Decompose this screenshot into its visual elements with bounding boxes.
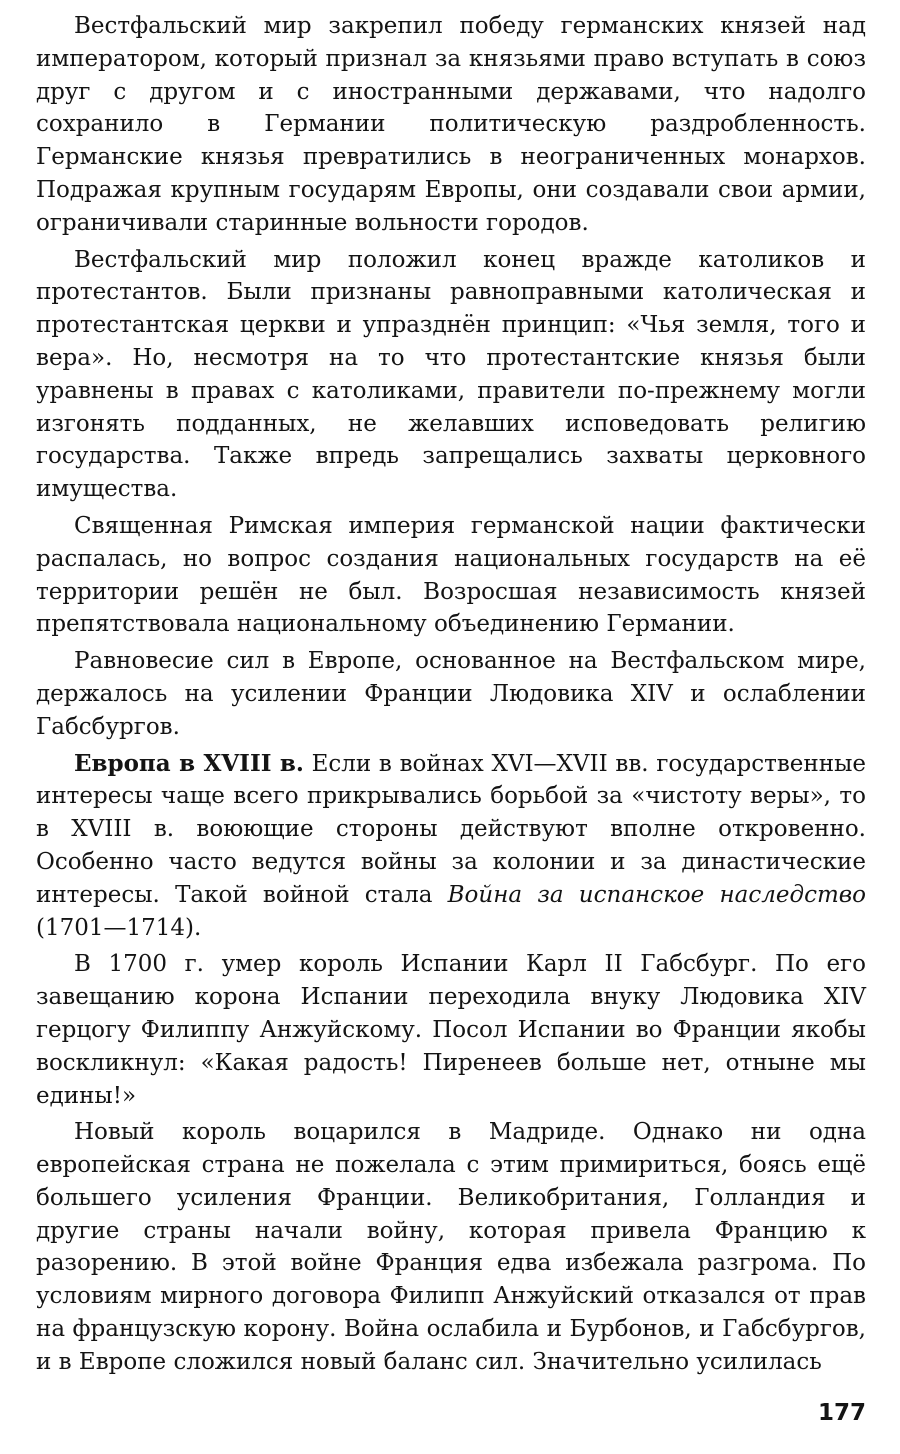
term-spanish-succession-war: Война за испанское наследство	[447, 881, 866, 908]
paragraph-new-king-madrid: Новый король воцарился в Мадриде. Однако ни одна европейская страна не пожелала с этим примириться, боясь ещё большего усиления Франции. Великобритания, Голландия и другие страны начали войну, которая привела Францию к разорению. В этой войне Франция едва избежала разгрома. По условиям мирного договора Филипп Анжуйский отказался от прав на французскую корону. Война ослабила и Бурбонов, и Габсбургов, и в Европе сложился новый баланс сил. Значительно усилилась	[36, 1119, 866, 1375]
paragraph-text-part: Если в войнах XVI—XVII вв. государственные интересы чаще всего прикрывались борьбой за «чистоту веры», то в XVIII в. воюющие стороны действуют вполне откровенно. Особенно часто ведутся войны за колонии и за династические интересы. Такой войной стала	[36, 750, 866, 908]
section-heading-europe-18th-century: Европа в XVIII в.	[74, 749, 304, 777]
paragraph-text-part: (1701—1714).	[36, 914, 202, 941]
paragraph-holy-roman-empire: Священная Римская империя германской нации фактически распалась, но вопрос создания национальных государств на её территории решён не был. Возросшая независимость князей препятствовала национальному объединению Германии.	[36, 512, 866, 638]
page-body	[36, 10, 866, 1383]
paragraph-balance-of-power: Равновесие сил в Европе, основанное на Вестфальском мире, держалось на усилении Франции Людовика XIV и ослаблении Габсбургов.	[36, 648, 866, 740]
paragraph-westphalia-religion: Вестфальский мир положил конец вражде католиков и протестантов. Были признаны равноправными католическая и протестантская церкви и упразднён принцип: «Чья земля, того и вера». Но, несмотря на то что протестантские князья были уравнены в правах с католиками, правители по-прежнему могли изгонять подданных, не желавших исповедовать религию государства. Также впредь запрещались захваты церковного имущества.	[36, 246, 866, 503]
paragraph-europe-18th-century	[36, 748, 866, 945]
page-number: 177	[817, 1400, 866, 1426]
paragraph-westphalia-princes: Вестфальский мир закрепил победу германских князей над императором, который признал за князьями право вступать в союз друг с другом и с иностранными державами, что надолго сохранило в Германии политическую раздробленность. Германские князья превратились в неограниченных монархов. Подражая крупным государям Европы, они создавали свои армии, ограничивали старинные вольности городов.	[36, 13, 866, 236]
paragraph-charles-ii-death: В 1700 г. умер король Испании Карл II Габсбург. По его завещанию корона Испании переходила внуку Людовика XIV герцогу Филиппу Анжуйскому. Посол Испании во Франции якобы воскликнул: «Какая радость! Пиренеев больше нет, отныне мы едины!»	[36, 951, 866, 1109]
